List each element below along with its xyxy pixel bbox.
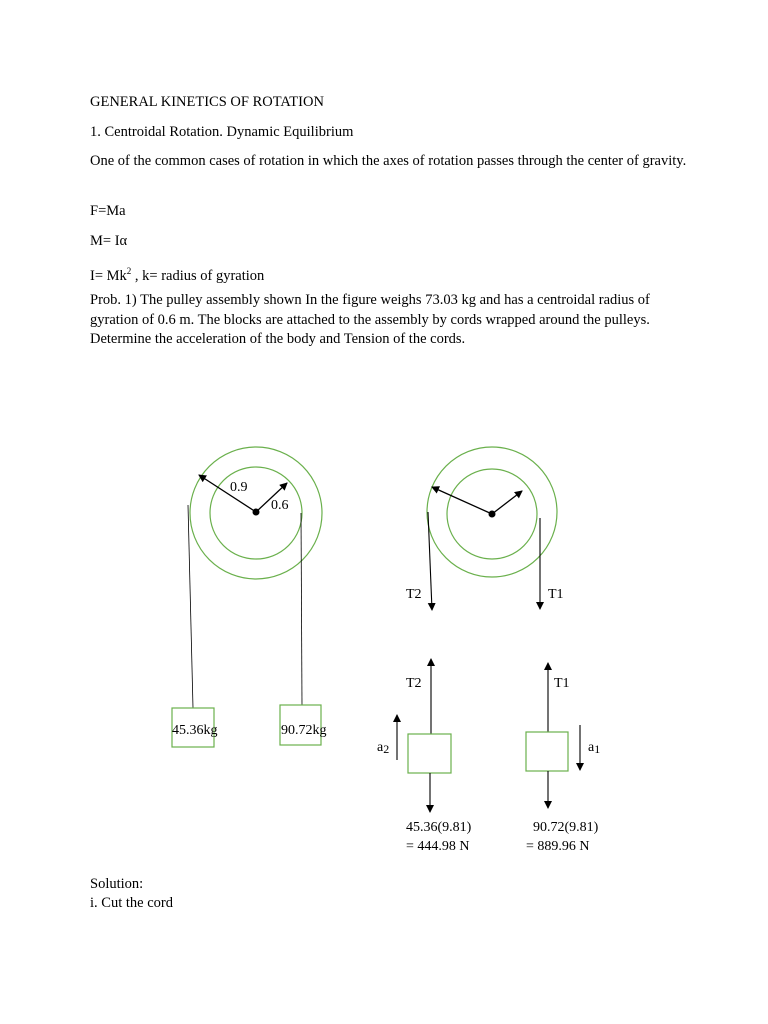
solution-heading: Solution: — [90, 876, 144, 892]
a2-label-main: a — [377, 740, 384, 755]
t1-block-label: T1 — [554, 676, 570, 691]
equation-inertia-tail: , k= radius of gyration — [131, 267, 265, 284]
a1-label-main: a — [588, 740, 595, 755]
section-heading: 1. Centroidal Rotation. Dynamic Equilibrium — [90, 124, 354, 140]
outer-radius-label: 0.9 — [230, 480, 248, 495]
left-block-label: 45.36kg — [172, 723, 218, 738]
right-block-label: 90.72kg — [281, 723, 327, 738]
a1-label-sub: 1 — [594, 742, 601, 756]
w2-line1: 45.36(9.81) — [406, 820, 472, 835]
fbd-outer-radius-arrow — [432, 487, 492, 514]
a1-label — [588, 740, 600, 756]
w2-line2: = 444.98 N — [406, 839, 470, 854]
left-cord — [188, 505, 193, 708]
equation-moment: M= Iα — [90, 233, 128, 249]
t1-pulley-label: T1 — [548, 587, 564, 602]
a2-label — [377, 740, 389, 756]
fbd-right-block — [526, 732, 568, 771]
equation-inertia-exponent: 2 — [126, 266, 132, 276]
intro-paragraph: One of the common cases of rotation in which the axes of rotation passes through the center of gravity. — [90, 153, 687, 169]
t2-pulley-label: T2 — [406, 587, 422, 602]
fbd-left-block — [408, 734, 451, 773]
equation-inertia-main: I= Mk — [90, 267, 127, 284]
t2-block-label: T2 — [406, 676, 422, 691]
w1-line2: = 889.96 N — [526, 839, 590, 854]
a2-label-sub: 2 — [383, 742, 390, 756]
page-title: GENERAL KINETICS OF ROTATION — [90, 94, 324, 110]
problem-statement: Prob. 1) The pulley assembly shown In the figure weighs 73.03 kg and has a centroidal radius of gyration of 0.6 m. The blocks are attached to the assembly by cords wrapped around the pulleys. Determine the acceleration of the body and Tension of the cords. — [90, 292, 650, 347]
w1-line1: 90.72(9.81) — [533, 820, 599, 835]
solution-step-1: i. Cut the cord — [90, 895, 173, 911]
equation-force: F=Ma — [90, 203, 126, 219]
t2-pulley-arrow — [428, 512, 432, 610]
right-cord — [301, 513, 302, 705]
inner-radius-label: 0.6 — [271, 498, 289, 513]
fbd-inner-radius-arrow — [492, 491, 522, 514]
